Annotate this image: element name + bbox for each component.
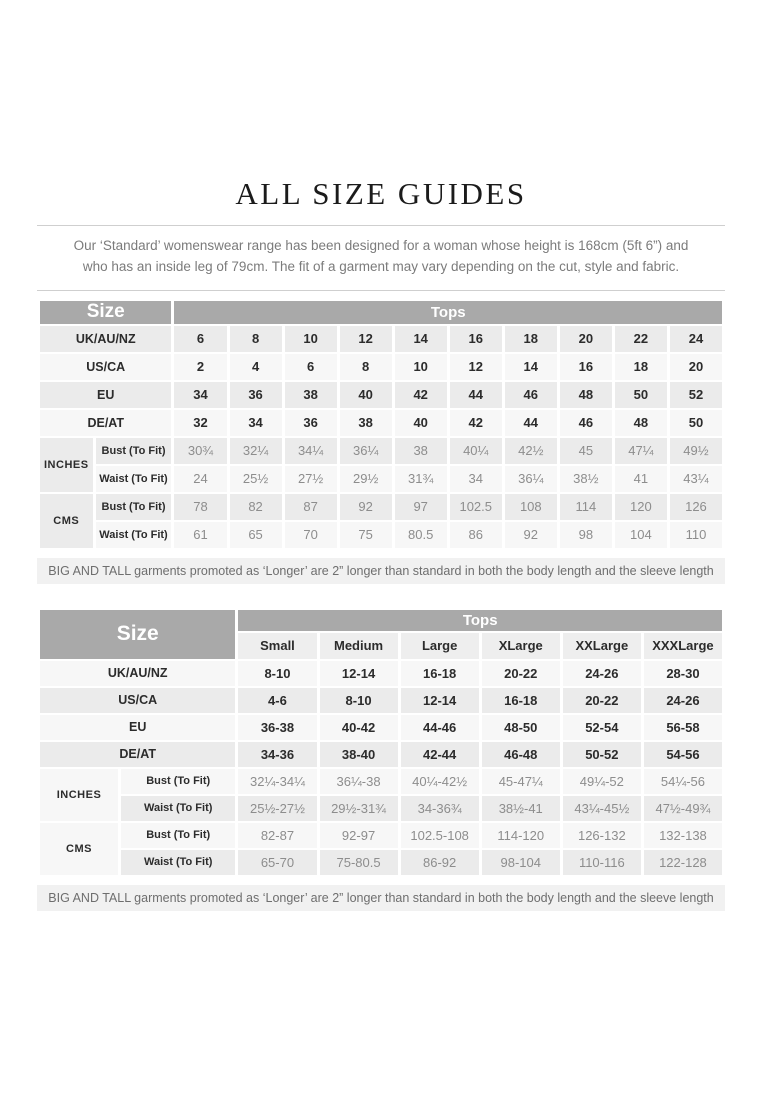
size-cell: 24-26 <box>644 688 722 713</box>
tops-header-cell: Tops <box>238 610 722 631</box>
measure-cell: 25½ <box>230 466 282 492</box>
big-and-tall-note: BIG AND TALL garments promoted as ‘Longer’ are 2” longer than standard in both the body length and the sleeve length <box>37 558 725 584</box>
table-row-inches-waist <box>40 466 722 492</box>
table-row-eu <box>40 715 722 740</box>
measure-cell: 126-132 <box>563 823 641 848</box>
table-row-cms-bust <box>40 494 722 520</box>
size-cell: 42-44 <box>401 742 479 767</box>
measure-cell: 92 <box>505 522 557 548</box>
named-sizes-table <box>37 608 725 877</box>
size-cell: 6 <box>285 354 337 380</box>
table-row-cms-waist <box>40 522 722 548</box>
standard-sizes-table <box>37 299 725 550</box>
size-cell: 54-56 <box>644 742 722 767</box>
size-name-cell: XXXLarge <box>644 633 722 659</box>
measure-cell: 36¼-38 <box>320 769 398 794</box>
size-cell: 48 <box>615 410 667 436</box>
measure-cell: 86 <box>450 522 502 548</box>
size-cell: 8-10 <box>320 688 398 713</box>
measure-cell: 98-104 <box>482 850 560 875</box>
size-cell: 46-48 <box>482 742 560 767</box>
size-cell: 32 <box>174 410 226 436</box>
measure-cell: 38 <box>395 438 447 464</box>
size-guide-page <box>37 0 725 911</box>
size-name-cell: Large <box>401 633 479 659</box>
row-label: US/CA <box>40 354 171 380</box>
inches-group-label: INCHES <box>40 769 118 821</box>
size-cell: 46 <box>505 382 557 408</box>
size-cell: 12-14 <box>320 661 398 686</box>
size-cell: 46 <box>560 410 612 436</box>
measure-label: Waist (To Fit) <box>96 522 172 548</box>
size-cell: 34 <box>230 410 282 436</box>
size-cell: 28-30 <box>644 661 722 686</box>
measure-cell: 80.5 <box>395 522 447 548</box>
size-cell: 22 <box>615 326 667 352</box>
size-cell: 38 <box>285 382 337 408</box>
intro-line-2: who has an inside leg of 79cm. The fit of a garment may vary depending on the cut, style and fabric. <box>82 258 680 274</box>
measure-cell: 104 <box>615 522 667 548</box>
table-row-uk <box>40 661 722 686</box>
size-header-cell: Size <box>40 610 235 659</box>
size-cell: 24-26 <box>563 661 641 686</box>
measure-cell: 75 <box>340 522 392 548</box>
table-row-eu <box>40 382 722 408</box>
size-cell: 48 <box>560 382 612 408</box>
row-label: UK/AU/NZ <box>40 661 235 686</box>
measure-cell: 34 <box>450 466 502 492</box>
size-cell: 42 <box>395 382 447 408</box>
intro-paragraph <box>37 236 725 278</box>
size-cell: 8-10 <box>238 661 316 686</box>
measure-label: Waist (To Fit) <box>96 466 172 492</box>
size-cell: 16-18 <box>401 661 479 686</box>
measure-cell: 114 <box>560 494 612 520</box>
size-cell: 34-36 <box>238 742 316 767</box>
measure-cell: 97 <box>395 494 447 520</box>
measure-cell: 110 <box>670 522 722 548</box>
measure-cell: 132-138 <box>644 823 722 848</box>
measure-label: Waist (To Fit) <box>121 796 235 821</box>
size-cell: 20-22 <box>563 688 641 713</box>
measure-cell: 32¼ <box>230 438 282 464</box>
measure-cell: 30¾ <box>174 438 226 464</box>
measure-cell: 38½ <box>560 466 612 492</box>
size-cell: 20 <box>670 354 722 380</box>
table-row-de <box>40 410 722 436</box>
size-cell: 50 <box>615 382 667 408</box>
row-label: EU <box>40 715 235 740</box>
size-cell: 38-40 <box>320 742 398 767</box>
row-label: EU <box>40 382 171 408</box>
measure-cell: 34-36¾ <box>401 796 479 821</box>
measure-cell: 87 <box>285 494 337 520</box>
measure-cell: 45 <box>560 438 612 464</box>
cms-group-label: CMS <box>40 823 118 875</box>
size-cell: 12-14 <box>401 688 479 713</box>
size-cell: 8 <box>230 326 282 352</box>
table-header-row <box>40 610 722 631</box>
measure-cell: 36¼ <box>340 438 392 464</box>
table-row-uk <box>40 326 722 352</box>
size-cell: 44 <box>450 382 502 408</box>
size-cell: 10 <box>285 326 337 352</box>
measure-cell: 54¼-56 <box>644 769 722 794</box>
size-cell: 40 <box>395 410 447 436</box>
inches-group-label: INCHES <box>40 438 93 492</box>
table-row-de <box>40 742 722 767</box>
size-cell: 50-52 <box>563 742 641 767</box>
size-cell: 20-22 <box>482 661 560 686</box>
measure-cell: 38½-41 <box>482 796 560 821</box>
measure-cell: 43¼-45½ <box>563 796 641 821</box>
size-cell: 6 <box>174 326 226 352</box>
measure-cell: 29½-31¾ <box>320 796 398 821</box>
size-cell: 2 <box>174 354 226 380</box>
measure-cell: 82 <box>230 494 282 520</box>
big-and-tall-note: BIG AND TALL garments promoted as ‘Longer’ are 2” longer than standard in both the body length and the sleeve length <box>37 885 725 911</box>
measure-cell: 75-80.5 <box>320 850 398 875</box>
measure-cell: 122-128 <box>644 850 722 875</box>
measure-cell: 25½-27½ <box>238 796 316 821</box>
table-header-row <box>40 301 722 324</box>
intro-line-1: Our ‘Standard’ womenswear range has been designed for a woman whose height is 168cm (5ft 6”) and <box>73 238 689 253</box>
measure-cell: 32¼-34¼ <box>238 769 316 794</box>
size-cell: 24 <box>670 326 722 352</box>
size-header-cell: Size <box>40 301 171 324</box>
measure-cell: 45-47¼ <box>482 769 560 794</box>
size-name-cell: Medium <box>320 633 398 659</box>
measure-cell: 40¼ <box>450 438 502 464</box>
page-title: ALL SIZE GUIDES <box>235 176 527 211</box>
size-cell: 16 <box>560 354 612 380</box>
row-label: DE/AT <box>40 410 171 436</box>
measure-cell: 40¼-42½ <box>401 769 479 794</box>
measure-cell: 49¼-52 <box>563 769 641 794</box>
measure-cell: 78 <box>174 494 226 520</box>
size-name-cell: Small <box>238 633 316 659</box>
size-name-cell: XLarge <box>482 633 560 659</box>
table-row-inches-bust <box>40 438 722 464</box>
size-cell: 12 <box>450 354 502 380</box>
measure-cell: 110-116 <box>563 850 641 875</box>
measure-cell: 65 <box>230 522 282 548</box>
size-cell: 56-58 <box>644 715 722 740</box>
measure-label: Bust (To Fit) <box>96 438 172 464</box>
size-cell: 4 <box>230 354 282 380</box>
size-cell: 52-54 <box>563 715 641 740</box>
row-label: US/CA <box>40 688 235 713</box>
measure-cell: 114-120 <box>482 823 560 848</box>
table-row-cms-bust <box>40 823 722 848</box>
measure-cell: 31¾ <box>395 466 447 492</box>
measure-cell: 98 <box>560 522 612 548</box>
measure-cell: 29½ <box>340 466 392 492</box>
measure-cell: 70 <box>285 522 337 548</box>
table-row-inches-waist <box>40 796 722 821</box>
size-cell: 16 <box>450 326 502 352</box>
measure-cell: 47½-49¾ <box>644 796 722 821</box>
measure-cell: 24 <box>174 466 226 492</box>
measure-cell: 36¼ <box>505 466 557 492</box>
measure-cell: 126 <box>670 494 722 520</box>
size-cell: 48-50 <box>482 715 560 740</box>
size-cell: 44-46 <box>401 715 479 740</box>
measure-cell: 120 <box>615 494 667 520</box>
size-cell: 18 <box>505 326 557 352</box>
measure-cell: 41 <box>615 466 667 492</box>
cms-group-label: CMS <box>40 494 93 548</box>
size-cell: 38 <box>340 410 392 436</box>
row-label: DE/AT <box>40 742 235 767</box>
measure-cell: 82-87 <box>238 823 316 848</box>
measure-cell: 61 <box>174 522 226 548</box>
measure-cell: 108 <box>505 494 557 520</box>
size-cell: 52 <box>670 382 722 408</box>
measure-cell: 102.5 <box>450 494 502 520</box>
size-cell: 10 <box>395 354 447 380</box>
measure-cell: 47¼ <box>615 438 667 464</box>
size-cell: 50 <box>670 410 722 436</box>
tops-header-cell: Tops <box>174 301 722 324</box>
measure-cell: 92-97 <box>320 823 398 848</box>
size-cell: 18 <box>615 354 667 380</box>
measure-cell: 65-70 <box>238 850 316 875</box>
size-cell: 14 <box>395 326 447 352</box>
size-cell: 36-38 <box>238 715 316 740</box>
measure-cell: 92 <box>340 494 392 520</box>
measure-label: Bust (To Fit) <box>96 494 172 520</box>
divider-intro <box>37 290 725 291</box>
size-cell: 36 <box>230 382 282 408</box>
measure-cell: 49½ <box>670 438 722 464</box>
size-cell: 44 <box>505 410 557 436</box>
size-cell: 4-6 <box>238 688 316 713</box>
table-gap <box>37 584 725 600</box>
size-cell: 12 <box>340 326 392 352</box>
measure-cell: 27½ <box>285 466 337 492</box>
size-cell: 40 <box>340 382 392 408</box>
row-label: UK/AU/NZ <box>40 326 171 352</box>
size-cell: 40-42 <box>320 715 398 740</box>
divider-top <box>37 225 725 226</box>
measure-label: Waist (To Fit) <box>121 850 235 875</box>
size-cell: 20 <box>560 326 612 352</box>
size-cell: 16-18 <box>482 688 560 713</box>
table-row-cms-waist <box>40 850 722 875</box>
measure-cell: 102.5-108 <box>401 823 479 848</box>
table-row-us <box>40 354 722 380</box>
size-cell: 34 <box>174 382 226 408</box>
size-cell: 14 <box>505 354 557 380</box>
size-cell: 8 <box>340 354 392 380</box>
measure-cell: 86-92 <box>401 850 479 875</box>
table-row-us <box>40 688 722 713</box>
size-cell: 42 <box>450 410 502 436</box>
measure-label: Bust (To Fit) <box>121 823 235 848</box>
measure-cell: 34¼ <box>285 438 337 464</box>
size-cell: 36 <box>285 410 337 436</box>
measure-label: Bust (To Fit) <box>121 769 235 794</box>
size-name-cell: XXLarge <box>563 633 641 659</box>
measure-cell: 43¼ <box>670 466 722 492</box>
measure-cell: 42½ <box>505 438 557 464</box>
table-row-inches-bust <box>40 769 722 794</box>
